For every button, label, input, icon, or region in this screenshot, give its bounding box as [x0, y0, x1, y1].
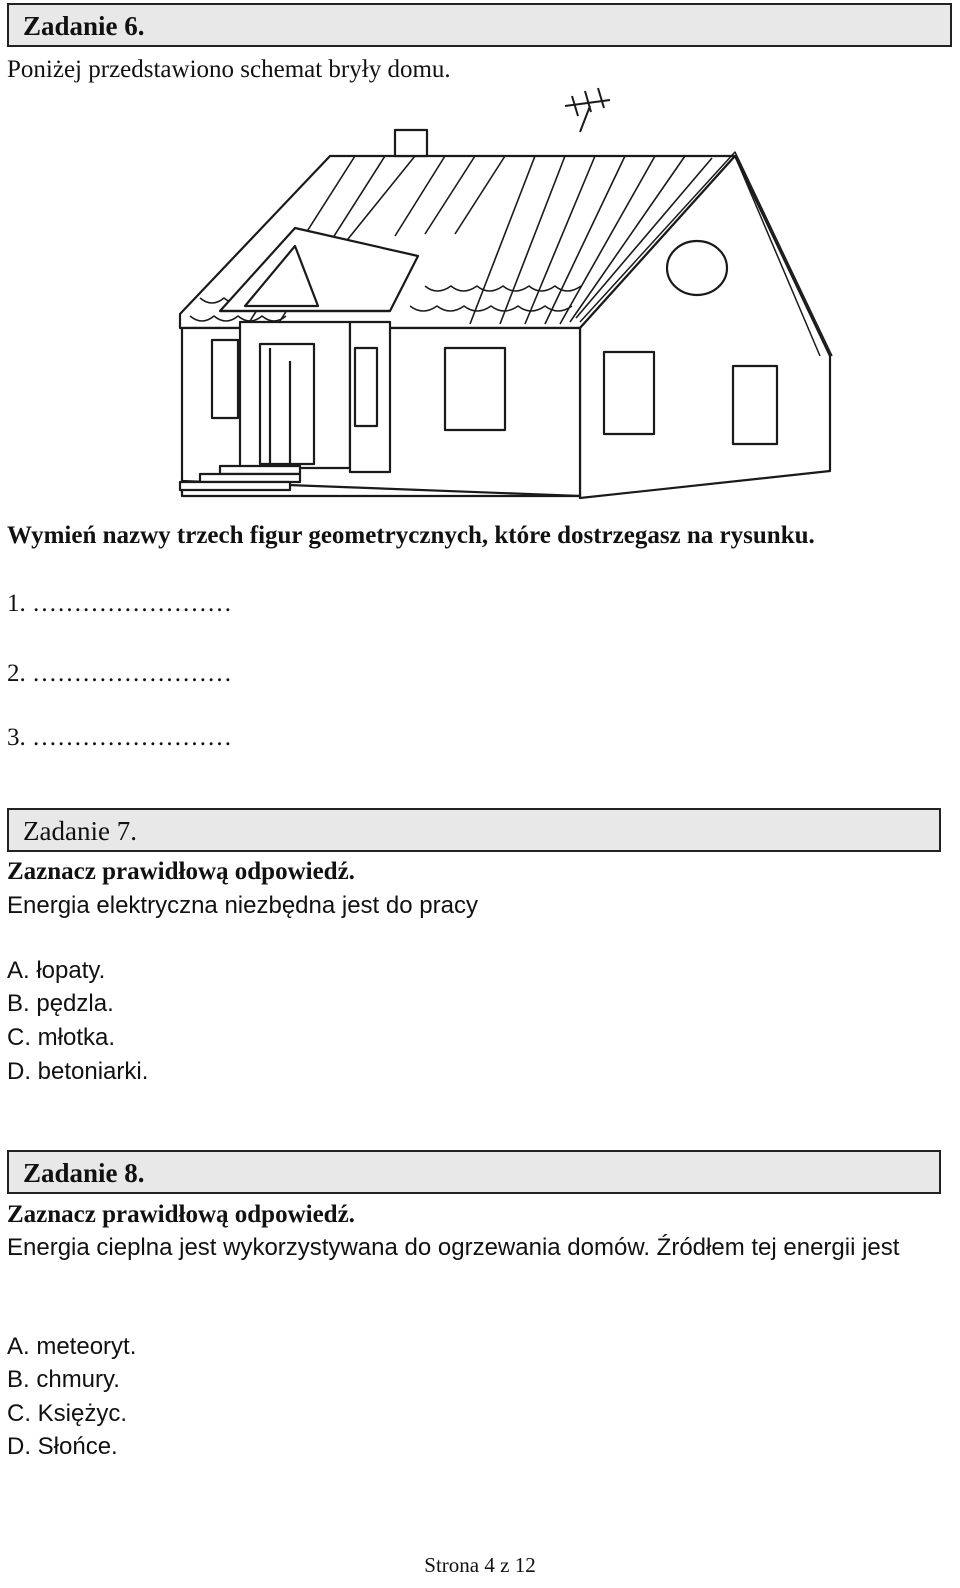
- task6-answer-3[interactable]: 3. ……………………: [7, 724, 232, 751]
- task8-header-text: Zadanie 8.: [23, 1158, 145, 1188]
- page-footer: Strona 4 z 12: [424, 1553, 536, 1577]
- task7-header-text: Zadanie 7.: [23, 816, 137, 846]
- house-drawing: [160, 86, 840, 506]
- task7-option-b[interactable]: B. pędzla.: [7, 990, 114, 1017]
- task8-question: Energia cieplna jest wykorzystywana do ogrzewania domów. Źródłem tej energii jest: [7, 1234, 900, 1261]
- task7-instruction: Zaznacz prawidłową odpowiedź.: [7, 858, 355, 885]
- task6-question: Wymień nazwy trzech figur geometrycznych, które dostrzegasz na rysunku.: [7, 522, 815, 549]
- task6-answer-2[interactable]: 2. ……………………: [7, 660, 232, 687]
- task6-header-text: Zadanie 6.: [23, 11, 145, 41]
- task7-option-c[interactable]: C. młotka.: [7, 1024, 116, 1051]
- task6-header: [7, 3, 952, 47]
- task6-intro: Poniżej przedstawiono schemat bryły domu.: [7, 56, 451, 83]
- task7-option-d[interactable]: D. betoniarki.: [7, 1058, 149, 1085]
- task8-header: [7, 1150, 941, 1194]
- task8-instruction: Zaznacz prawidłową odpowiedź.: [7, 1201, 355, 1228]
- task7-option-a[interactable]: A. łopaty.: [7, 957, 106, 984]
- task6-answer-1[interactable]: 1. ……………………: [7, 590, 232, 617]
- antenna: [565, 88, 610, 132]
- task8-option-a[interactable]: A. meteoryt.: [7, 1333, 137, 1360]
- chimney: [395, 130, 427, 156]
- side-gable: [580, 156, 830, 498]
- task8-option-b[interactable]: B. chmury.: [7, 1366, 120, 1393]
- task8-option-c[interactable]: C. Księżyc.: [7, 1400, 128, 1427]
- task8-option-d[interactable]: D. Słońce.: [7, 1433, 118, 1460]
- task7-question: Energia elektryczna niezbędna jest do pracy: [7, 892, 478, 919]
- task7-header: [7, 808, 941, 852]
